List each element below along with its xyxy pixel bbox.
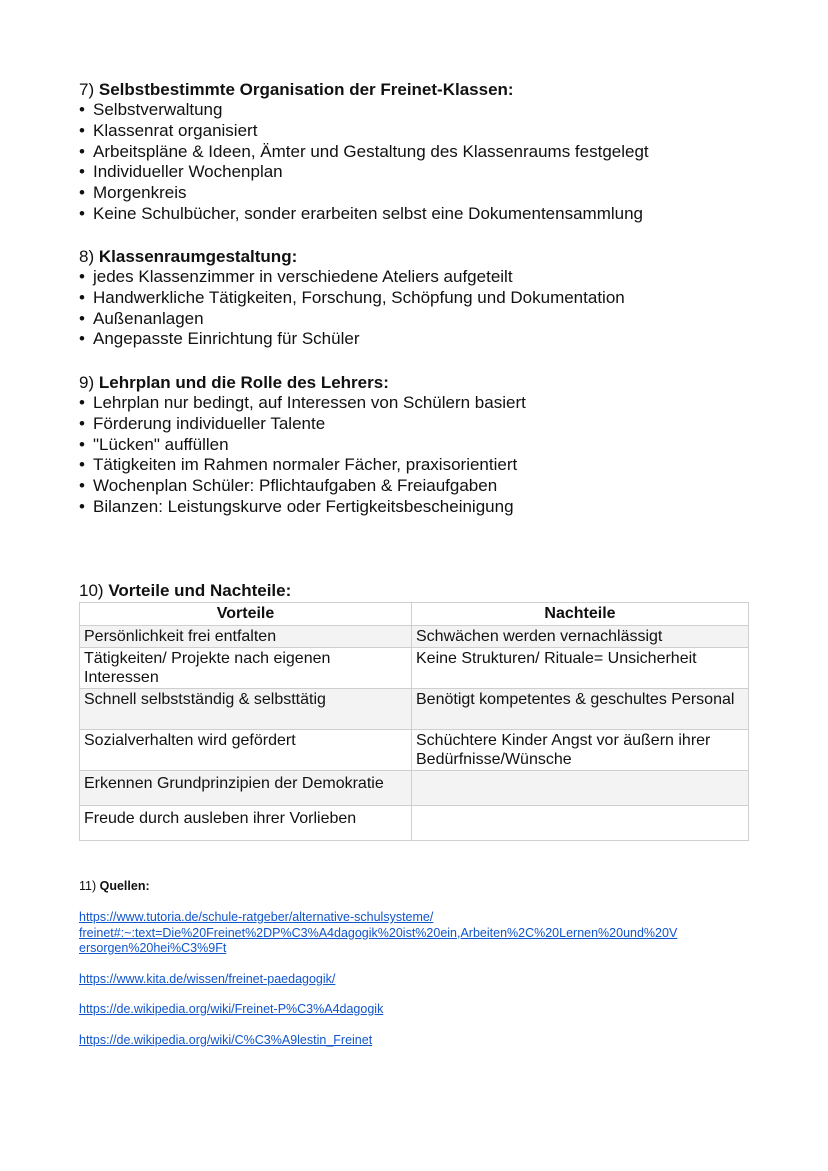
list-item [79, 142, 769, 163]
section-8 [79, 246, 769, 350]
source-link-kita[interactable] [79, 972, 677, 988]
table-row [80, 806, 749, 841]
section-11-heading [79, 878, 677, 894]
list-item-text: Arbeitspläne & Ideen, Ämter und Gestaltung des Klassenraums festgelegt [93, 141, 649, 161]
list-item-text: Tätigkeiten im Rahmen normaler Fächer, praxisorientiert [93, 455, 518, 475]
link-text-line: https://de.wikipedia.org/wiki/Freinet-P%C3%A4dagogik [79, 1002, 384, 1016]
list-item [79, 309, 769, 330]
bullet: • [79, 287, 85, 307]
list-item-text: Außenanlagen [93, 308, 204, 328]
bullet: • [79, 496, 85, 516]
list-item [79, 393, 769, 414]
list-item-text: Individueller Wochenplan [93, 162, 283, 182]
section-7-heading [79, 79, 769, 100]
list-item-text: Wochenplan Schüler: Pflichtaufgaben & Freiaufgaben [93, 476, 498, 496]
bullet: • [79, 476, 85, 496]
bullet: • [79, 162, 85, 182]
list-item [79, 121, 769, 142]
list-item-text: Morgenkreis [93, 183, 187, 203]
section-8-list [79, 267, 769, 350]
link-text-line: freinet#:~:text=Die%20Freinet%2DP%C3%A4dagogik%20ist%20ein,Arbeiten%2C%20Lernen%20und%20V [79, 925, 678, 940]
section-8-title: Klassenraumgestaltung: [98, 247, 298, 266]
section-7-list [79, 100, 769, 225]
list-item [79, 100, 769, 121]
bullet: • [79, 329, 85, 349]
bullet: • [79, 141, 85, 161]
table-cell: Keine Strukturen/ Rituale= Unsicherheit [412, 648, 749, 689]
table-cell: Persönlichkeit frei entfalten [80, 626, 412, 648]
source-link-tutoria[interactable] [79, 910, 677, 957]
link-text-line: https://www.kita.de/wissen/freinet-paedagogik/ [79, 971, 336, 986]
list-item-text: Angepasste Einrichtung für Schüler [93, 329, 360, 349]
source-link-wikipedia-freinet-paedagogik[interactable] [79, 1002, 677, 1018]
table-cell: Benötigt kompetentes & geschultes Personal [412, 689, 749, 730]
section-7-title: Selbstbestimmte Organisation der Freinet-Klassen: [98, 80, 514, 99]
list-item-text: Klassenrat organisiert [93, 120, 258, 140]
table-cell [412, 771, 749, 806]
bullet: • [79, 413, 85, 433]
section-7 [79, 79, 769, 225]
bullet: • [79, 100, 85, 119]
section-10-number: 10) [79, 581, 104, 600]
list-item [79, 162, 769, 183]
section-7-number: 7) [79, 80, 95, 99]
list-item [79, 204, 769, 225]
table-cell: Schwächen werden vernachlässigt [412, 626, 749, 648]
list-item-text: jedes Klassenzimmer in verschiedene Ateliers aufgeteilt [93, 267, 513, 286]
section-9-title: Lehrplan und die Rolle des Lehrers: [98, 373, 389, 392]
bullet: • [79, 308, 85, 328]
section-8-heading [79, 246, 769, 267]
table-row [80, 730, 749, 771]
link-text-line: https://de.wikipedia.org/wiki/C%C3%A9lestin_Freinet [79, 1032, 373, 1047]
list-item-text: Handwerkliche Tätigkeiten, Forschung, Schöpfung und Dokumentation [93, 287, 625, 307]
section-11-number: 11) [79, 879, 97, 893]
table-row [80, 771, 749, 806]
section-11-sources [79, 878, 677, 1063]
list-item [79, 455, 769, 476]
table-row [80, 626, 749, 648]
section-11-title: Quellen: [99, 879, 150, 893]
table-cell: Sozialverhalten wird gefördert [80, 730, 412, 771]
table-cell: Freude durch ausleben ihrer Vorlieben [80, 806, 412, 841]
bullet: • [79, 434, 85, 454]
list-item [79, 435, 769, 456]
bullet: • [79, 120, 85, 140]
section-10-heading [79, 580, 769, 601]
link-text-line: ersorgen%20hei%C3%9Ft [79, 941, 227, 955]
list-item [79, 414, 769, 435]
bullet: • [79, 393, 85, 412]
list-item-text: "Lücken" auffüllen [93, 434, 229, 454]
source-link-wikipedia-celestin-freinet[interactable] [79, 1033, 677, 1049]
bullet: • [79, 455, 85, 475]
list-item-text: Lehrplan nur bedingt, auf Interessen von Schülern basiert [93, 393, 526, 412]
table-cell: Schnell selbstständig & selbsttätig [80, 689, 412, 730]
section-9 [79, 372, 769, 518]
section-8-number: 8) [79, 247, 95, 266]
pros-cons-table [79, 602, 749, 841]
bullet: • [79, 183, 85, 203]
list-item-text: Bilanzen: Leistungskurve oder Fertigkeitsbescheinigung [93, 496, 514, 516]
list-item [79, 267, 769, 288]
list-item [79, 183, 769, 204]
column-header-nachteile: Nachteile [412, 603, 749, 626]
list-item-text: Förderung individueller Talente [93, 413, 326, 433]
table-row [80, 689, 749, 730]
list-item [79, 476, 769, 497]
bullet: • [79, 203, 85, 223]
list-item-text: Selbstverwaltung [93, 100, 223, 119]
table-cell: Tätigkeiten/ Projekte nach eigenen Interessen [80, 648, 412, 689]
table-cell: Erkennen Grundprinzipien der Demokratie [80, 771, 412, 806]
table-cell [412, 806, 749, 841]
section-10-title: Vorteile und Nachteile: [108, 581, 292, 600]
section-9-list [79, 393, 769, 518]
list-item [79, 329, 769, 350]
list-item [79, 497, 769, 518]
link-text-line: https://www.tutoria.de/schule-ratgeber/alternative-schulsysteme/ [79, 910, 434, 924]
table-row [80, 648, 749, 689]
column-header-vorteile: Vorteile [80, 603, 412, 626]
table-cell: Schüchtere Kinder Angst vor äußern ihrer Bedürfnisse/Wünsche [412, 730, 749, 771]
table-header-row [80, 603, 749, 626]
bullet: • [79, 267, 85, 286]
section-10 [79, 580, 769, 601]
list-item-text: Keine Schulbücher, sonder erarbeiten selbst eine Dokumentensammlung [93, 203, 643, 223]
section-9-heading [79, 372, 769, 393]
section-9-number: 9) [79, 373, 95, 392]
list-item [79, 288, 769, 309]
